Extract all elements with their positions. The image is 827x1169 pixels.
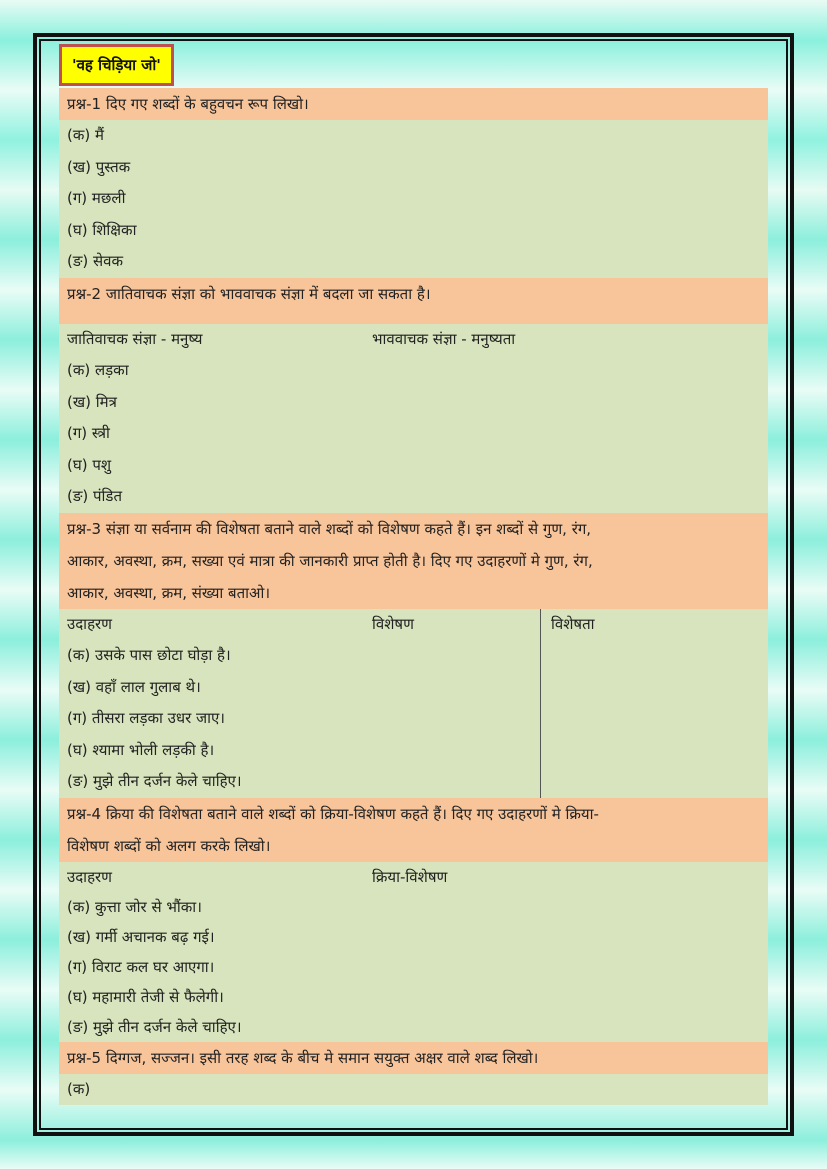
table-row: (ङ) मुझे तीन दर्जन केले चाहिए। xyxy=(59,766,768,798)
list-item: (ग) स्त्री xyxy=(67,424,110,442)
question-5: प्रश्न-5 दिग्गज, सज्जन। इसी तरह शब्द के बीच मे समान सयुक्त अक्षर वाले शब्द लिखो। xyxy=(59,1042,768,1074)
table-header-row xyxy=(59,324,768,356)
question-1: प्रश्न-1 दिए गए शब्दों के बहुवचन रूप लिखो। xyxy=(59,88,768,120)
answer-block-2 xyxy=(59,324,768,513)
answer-block-5 xyxy=(59,1074,768,1106)
column-header-noun: जातिवाचक संज्ञा - मनुष्य xyxy=(67,329,203,348)
column-header-adverb: क्रिया-विशेषण xyxy=(372,867,448,886)
list-item: (ख) पुस्तक xyxy=(67,157,131,176)
table-header-row xyxy=(59,609,768,641)
list-item: (ख) गर्मी अचानक बढ़ गई। xyxy=(67,927,215,946)
question-3: प्रश्न-3 संज्ञा या सर्वनाम की विशेषता बताने वाले शब्दों को विशेषण कहते हैं। इन शब्दों से गुण, रंग, आकार, अवस्था, क्रम, सख्या एवं मात्रा की जानकारी प्राप्त होती है। दिए गए उदाहरणों मे गुण, रंग, आकार, अवस्था, क्रम, संख्या बताओ। xyxy=(59,513,768,609)
table-row: (क) उसके पास छोटा घोड़ा है। xyxy=(59,640,768,672)
answer-block-3 xyxy=(59,609,768,798)
list-item: (ङ) मुझे तीन दर्जन केले चाहिए। xyxy=(67,1017,242,1036)
question-4: प्रश्न-4 क्रिया की विशेषता बताने वाले शब्दों को क्रिया-विशेषण कहते हैं। दिए गए उदाहरणों मे क्रिया- विशेषण शब्दों को अलग करके लिखो। xyxy=(59,798,768,862)
list-item: (ङ) सेवक xyxy=(67,252,124,270)
list-item: (घ) महामारी तेजी से फैलेगी। xyxy=(67,987,224,1006)
column-header-example: उदाहरण xyxy=(67,867,113,886)
answer-block-1 xyxy=(59,120,768,278)
column-header-abstract-noun: भाववाचक संज्ञा - मनुष्यता xyxy=(372,329,516,348)
list-item: (क) कुत्ता जोर से भौंका। xyxy=(67,897,202,916)
worksheet xyxy=(59,44,768,1105)
table-row: (घ) श्यामा भोली लड़की है। xyxy=(59,735,768,767)
list-item: (ङ) पंडित xyxy=(67,487,123,505)
table-header-row xyxy=(59,862,768,892)
list-item: (ग) विराट कल घर आएगा। xyxy=(67,957,215,976)
table-row: (ग) तीसरा लड़का उधर जाए। xyxy=(59,703,768,735)
title-row xyxy=(59,44,768,88)
list-item: (ख) मित्र xyxy=(67,392,117,411)
column-header-adjective: विशेषण xyxy=(372,614,414,633)
answer-block-4 xyxy=(59,862,768,1042)
question-2: प्रश्न-2 जातिवाचक संज्ञा को भाववाचक संज्ञा में बदला जा सकता है। xyxy=(59,278,768,324)
list-item: (क) मैं xyxy=(67,126,104,144)
list-item: (क) लड़का xyxy=(67,361,129,379)
list-item: (क) xyxy=(67,1079,91,1098)
table-row: (ख) वहाँ लाल गुलाब थे। xyxy=(59,672,768,704)
list-item: (ग) मछली xyxy=(67,189,126,207)
list-item: (घ) शिक्षिका xyxy=(67,220,137,239)
column-header-example: उदाहरण xyxy=(67,614,113,633)
column-header-property: विशेषता xyxy=(540,609,760,641)
worksheet-title: 'वह चिड़िया जो' xyxy=(59,44,174,86)
list-item: (घ) पशु xyxy=(67,455,112,474)
